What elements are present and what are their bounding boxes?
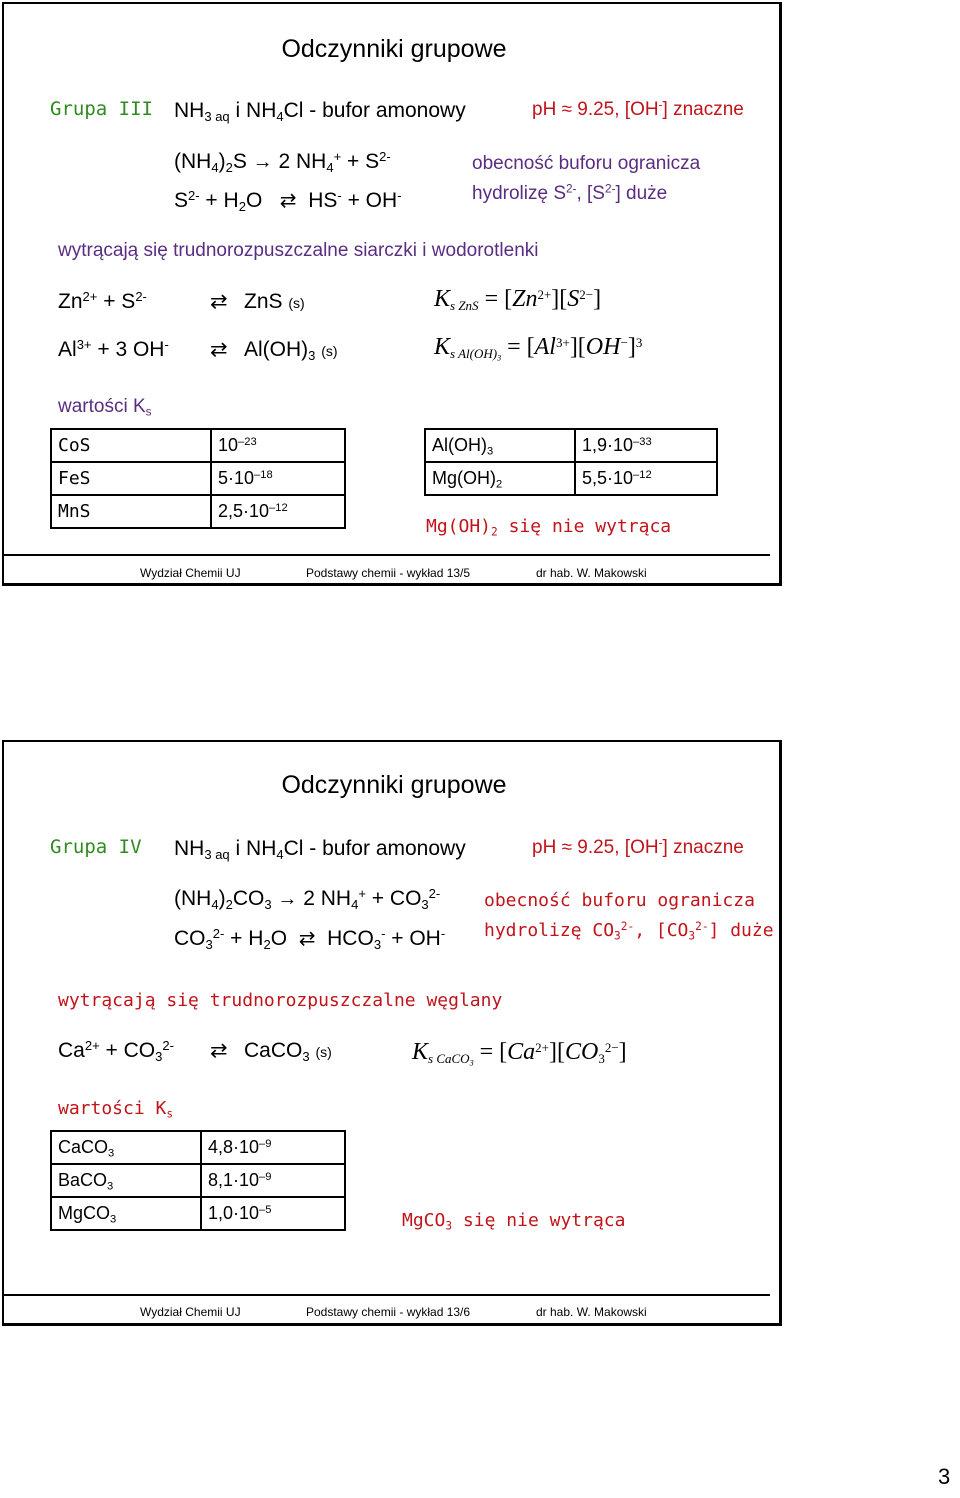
page-number: 3 bbox=[938, 1464, 951, 1489]
ksp-aloh3-formula: $K_{s Al(OH)_3} = [Al^{3+}][OH^-]^3$ bbox=[434, 334, 643, 363]
ks-value: $2,5\cdot 10^{-12}$ bbox=[211, 495, 345, 528]
buffer-note-1: obecność buforu ogranicza bbox=[472, 153, 701, 174]
precipitation-note: wytrącają się trudnorozpuszczalne siarczki i wodorotlenki bbox=[58, 240, 539, 261]
product-caco3: CaCO$_3$ (s) bbox=[244, 1039, 332, 1064]
equation-dissociation: $(NH_4)_2S \to 2$ $NH_4^+ + S^{2-}$ bbox=[174, 148, 391, 175]
ks-value: $8,1\cdot 10^{-9}$ bbox=[201, 1164, 345, 1197]
compound-name: $Al(OH)_3$ bbox=[425, 429, 575, 462]
table-row bbox=[51, 495, 345, 528]
precipitation-note: wytrącają się trudnorozpuszczalne węglany bbox=[58, 990, 503, 1011]
equilibrium-arrow: ⇄ bbox=[210, 290, 228, 313]
equation-caco3: $Ca^{2+} + CO_3^{2-}$ bbox=[58, 1037, 174, 1064]
footer-author: dr hab. W. Makowski bbox=[536, 1305, 647, 1319]
compound-name: FeS bbox=[51, 462, 211, 495]
equation-aloh3: $Al^{3+} + 3$ OH- bbox=[58, 336, 169, 361]
table-row bbox=[51, 429, 345, 462]
buffer-note-2: hydrolizę $CO_3^{2-}$, $[CO_3^{2-}]$ duże bbox=[484, 919, 774, 943]
ksp-zns-formula: $K_{s ZnS} = [Zn^{2+}][S^{2-}]$ bbox=[434, 286, 602, 313]
footer-faculty: Wydział Chemii UJ bbox=[140, 566, 241, 580]
equation-dissociation: $(NH_4)_2CO_3 \to 2$ $NH_4^+ + CO_3^{2-}$ bbox=[174, 885, 441, 912]
table-row bbox=[425, 462, 717, 495]
compound-name: CaCO$_3$ bbox=[51, 1131, 201, 1164]
buffer-line: $NH_{3 aq}$ i $NH_4Cl$ - bufor amonowy bbox=[174, 837, 466, 862]
group-label: Grupa IV bbox=[50, 836, 142, 858]
footer-lecture: Podstawy chemii - wykład 13/5 bbox=[306, 566, 471, 580]
ks-value: $4,8\cdot 10^{-9}$ bbox=[201, 1131, 345, 1164]
ph-note: pH ≈ 9.25, [OH-] znaczne bbox=[532, 98, 744, 120]
ks-value: $5\cdot 10^{-18}$ bbox=[211, 462, 345, 495]
ks-values-label: wartości $K_s$ bbox=[58, 1098, 174, 1121]
footer-author: dr hab. W. Makowski bbox=[536, 566, 647, 580]
table-row bbox=[51, 1131, 345, 1164]
equation-zns: $Zn^{2+} + S^{2-}$ bbox=[58, 288, 147, 313]
footer-lecture: Podstawy chemii - wykład 13/6 bbox=[306, 1305, 471, 1319]
buffer-note-2: hydrolizę $S^{2-}$, $[S^{2-}]$ duże bbox=[472, 182, 668, 204]
ks-value: $5,5\cdot 10^{-12}$ bbox=[575, 462, 717, 495]
ks-table-sulfides bbox=[50, 428, 346, 529]
product-aloh3: $Al(OH)_3$ (s) bbox=[244, 338, 338, 363]
ks-value: $1,0\cdot 10^{-5}$ bbox=[201, 1197, 345, 1230]
table-row bbox=[51, 462, 345, 495]
ks-value: $10^{-23}$ bbox=[211, 429, 345, 462]
slide-title: Odczynniki grupowe bbox=[281, 35, 507, 63]
ks-value: $1,9\cdot 10^{-33}$ bbox=[575, 429, 717, 462]
mg-hydroxide-note: $Mg(OH)_2$ się nie wytrąca bbox=[426, 516, 672, 539]
footer-divider bbox=[4, 554, 770, 556]
slide-13-6 bbox=[2, 740, 782, 1326]
slide-title: Odczynniki grupowe bbox=[281, 771, 507, 799]
equation-hydrolysis: $S^{2-} + H_2O$ ⇄ HS- + OH- bbox=[174, 187, 402, 214]
equilibrium-arrow: ⇄ bbox=[210, 1039, 228, 1062]
table-row bbox=[425, 429, 717, 462]
compound-name: $Mg(OH)_2$ bbox=[425, 462, 575, 495]
ksp-caco3-formula: $K_{s CaCO_3} = [Ca^{2+}][CO_3^{2-}]$ bbox=[412, 1039, 627, 1068]
compound-name: CoS bbox=[51, 429, 211, 462]
table-row bbox=[51, 1164, 345, 1197]
ph-note: pH ≈ 9.25, [OH-] znaczne bbox=[532, 836, 744, 858]
ks-table-hydroxides bbox=[424, 428, 718, 496]
compound-name: MnS bbox=[51, 495, 211, 528]
compound-name: BaCO$_3$ bbox=[51, 1164, 201, 1197]
footer-divider bbox=[4, 1294, 770, 1296]
ks-table-carbonates bbox=[50, 1130, 346, 1231]
buffer-note-1: obecność buforu ogranicza bbox=[484, 890, 755, 911]
group-label: Grupa III bbox=[50, 98, 153, 120]
buffer-line: $NH_{3 aq}$ i $NH_4Cl$ - bufor amonowy bbox=[174, 99, 466, 124]
equilibrium-arrow: ⇄ bbox=[210, 338, 228, 361]
compound-name: MgCO$_3$ bbox=[51, 1197, 201, 1230]
footer-faculty: Wydział Chemii UJ bbox=[140, 1305, 241, 1319]
slide-13-5 bbox=[2, 2, 782, 586]
equation-hydrolysis: $CO_3^{2-} + H_2O$ ⇄ $HCO_3^- + OH^-$ bbox=[174, 925, 446, 952]
mg-carbonate-note: MgCO$_3$ się nie wytrąca bbox=[402, 1210, 626, 1233]
table-row bbox=[51, 1197, 345, 1230]
ks-values-label: wartości $K_s$ bbox=[58, 396, 152, 419]
product-zns: ZnS (s) bbox=[244, 290, 305, 313]
